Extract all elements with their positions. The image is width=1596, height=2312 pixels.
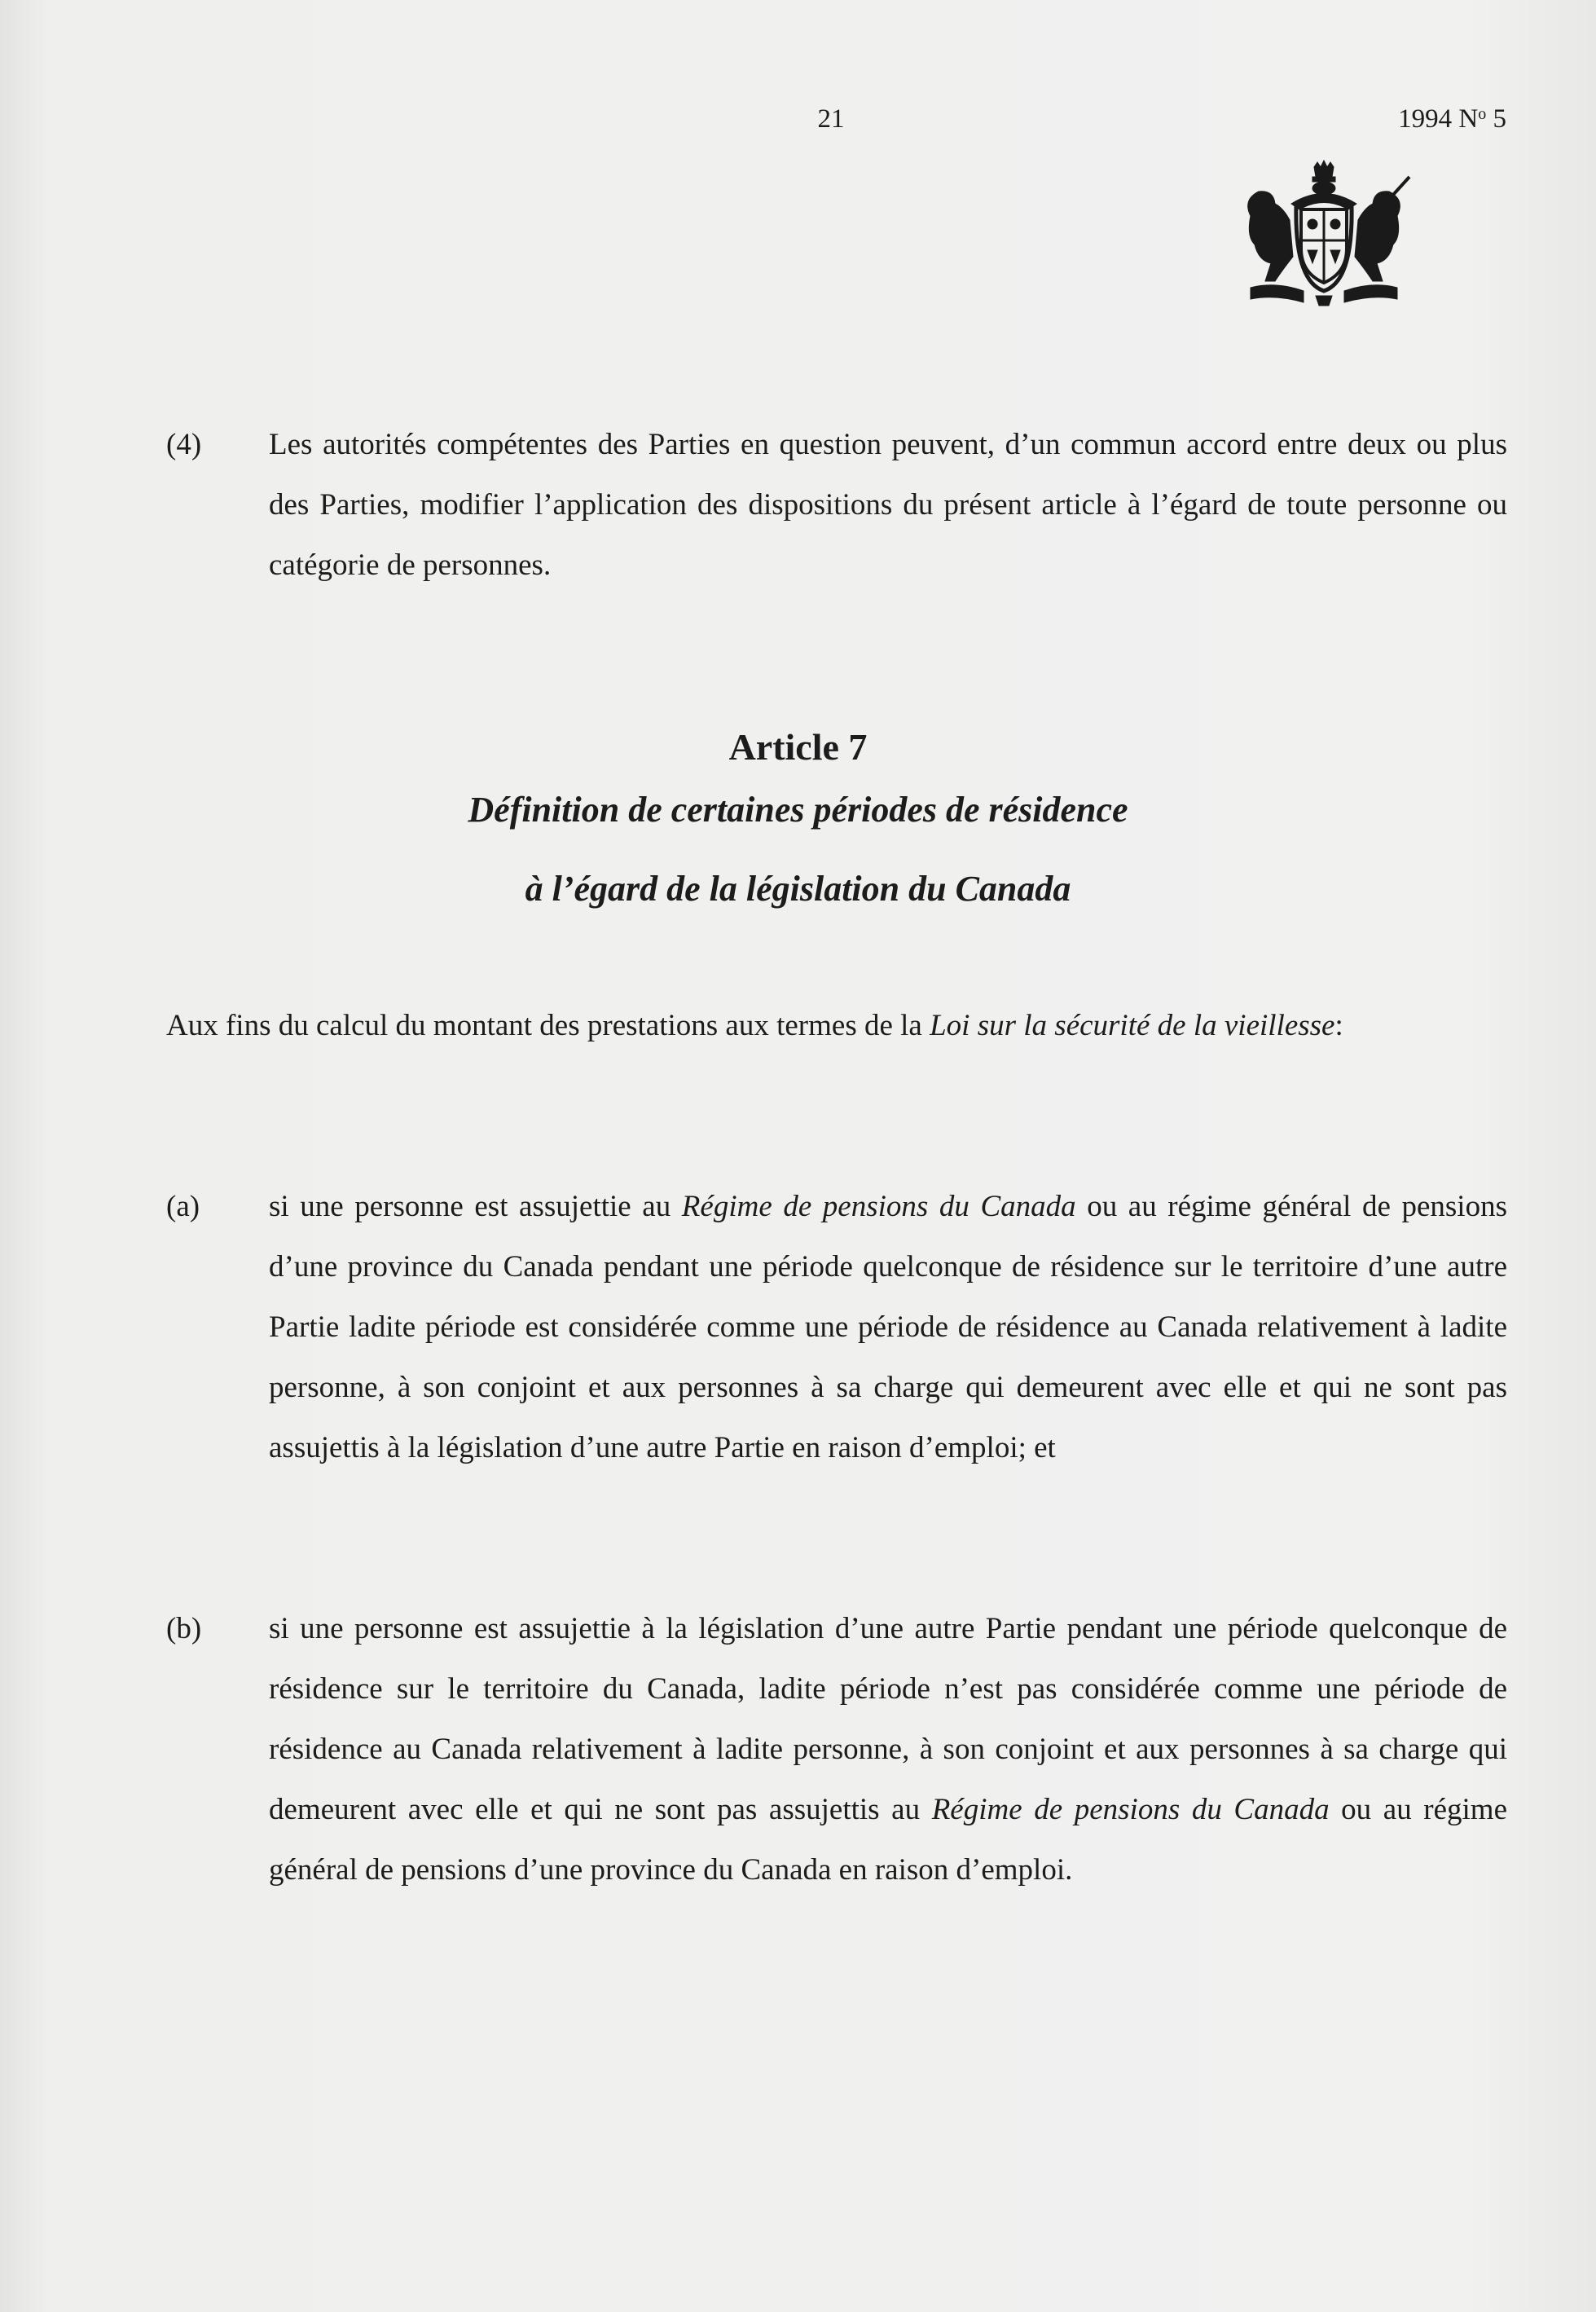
article-subtitle-line1: Définition de certaines périodes de résidence [468, 790, 1128, 830]
article-subtitle-line2: à l’égard de la législation du Canada [525, 869, 1071, 909]
item-a-text-before: si une personne est assujettie au [269, 1190, 682, 1223]
document-reference-sup: o [1478, 105, 1487, 123]
item-b-label: (b) [166, 1612, 202, 1645]
item-a-text-after: ou au régime général de pensions d’une province du Canada pendant une période quelconque de résidence sur le territoire d’une autre Partie ladite période est considérée comme une période de résidence au Canada relativement à ladite personne, à son conjoint et aux personnes à sa charge qui demeurent avec elle et qui ne sont pas assujettis à la législation d’une autre Partie en raison d’emploi; et [269, 1190, 1507, 1464]
item-b-text [269, 1599, 1507, 1900]
intro-paragraph [166, 996, 1507, 1056]
document-reference [1398, 104, 1506, 134]
item-b-plan-name: Régime de pensions du Canada [931, 1793, 1330, 1826]
item-b-text-after: ou au régime général de pensions d’une province du Canada en raison d’emploi. [269, 1793, 1508, 1887]
item-a-plan-name: Régime de pensions du Canada [681, 1190, 1076, 1223]
page-number: 21 [817, 104, 845, 134]
intro-law-name: Loi sur la sécurité de la vieillesse [930, 1009, 1335, 1042]
item-b-text-before: si une personne est assujettie à la législation d’une autre Partie pendant une période quelconque de résidence sur le territoire du Canada, ladite période n’est pas considérée comme une période de résidence au Canada relativement à ladite personne, à son conjoint et aux personnes à sa charge qui demeurent avec elle et qui ne sont pas assujettis au [269, 1612, 1507, 1826]
document-reference-year: 1994 N [1398, 104, 1479, 134]
document-reference-number: 5 [1486, 104, 1506, 134]
royal-coat-of-arms-icon [1226, 159, 1422, 310]
intro-text-before: Aux fins du calcul du montant des prestations aux termes de la [166, 1009, 930, 1042]
item-a-label: (a) [166, 1190, 200, 1223]
article-heading: Article 7 [728, 726, 868, 768]
item-a-text [269, 1177, 1507, 1478]
section-4-label: (4) [166, 428, 202, 461]
section-4-text: Les autorités compétentes des Parties en question peuvent, d’un commun accord entre deux ou plus des Parties, modifier l’application des dispositions du présent article à l’égard de toute personne ou catégorie de personnes. [269, 428, 1507, 582]
intro-text-after: : [1334, 1009, 1343, 1042]
